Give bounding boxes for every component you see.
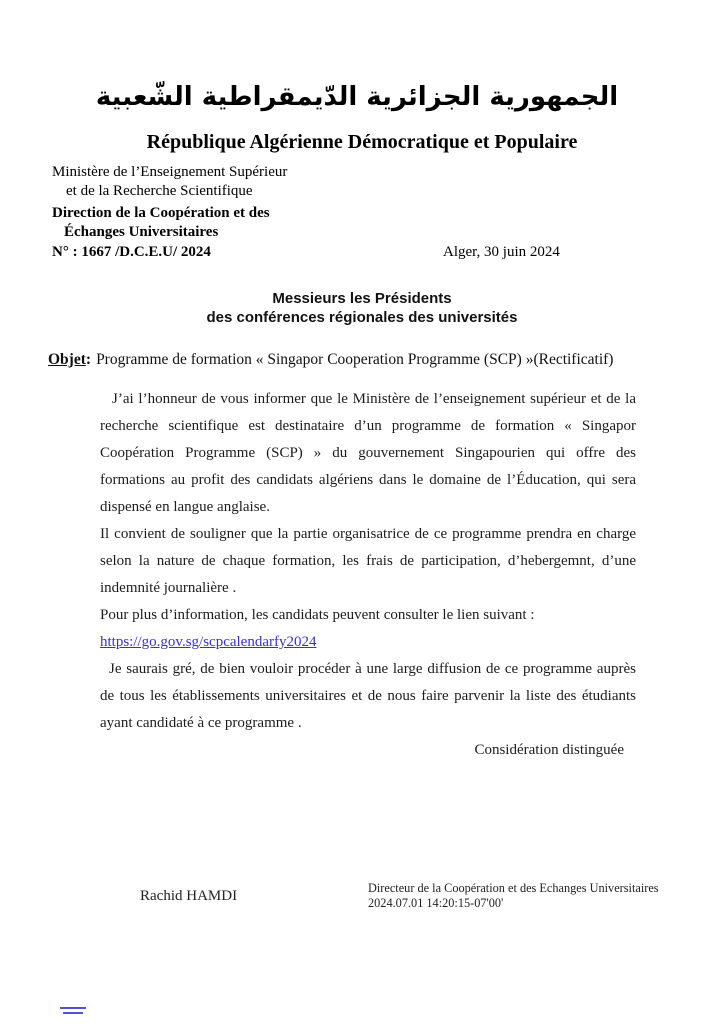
signer-title: Directeur de la Coopération et des Echanges Universitaires [368, 881, 659, 895]
direction-block [52, 204, 270, 242]
addressee-block [0, 289, 724, 327]
subject-line [48, 351, 688, 369]
addressee-line-1: Messieurs les Présidents [272, 290, 452, 307]
republic-title-arabic: الجمهورية الجزائرية الدّيمقراطية الشّعبية [95, 82, 619, 112]
city-and-date: Alger, 30 juin 2024 [443, 244, 560, 260]
letter-body [100, 386, 636, 764]
reference-number: N° : 1667 /D.C.E.U/ 2024 [52, 244, 211, 260]
direction-line-1: Direction de la Coopération et des [52, 205, 270, 221]
republic-title-french: République Algérienne Démocratique et Populaire [146, 131, 578, 153]
subject-text: Programme de formation « Singapor Cooperation Programme (SCP) »(Rectificatif) [96, 351, 614, 368]
signature-timestamp: 2024.07.01 14:20:15-07'00' [368, 896, 504, 910]
ministry-line-1: Ministère de l’Enseignement Supérieur [52, 164, 288, 180]
body-paragraph-4: Je saurais gré, de bien vouloir procéder à une large diffusion de ce programme auprès de tous les établissements universitaires et de nous faire parvenir la liste des étudiants ayant candidaté à ce programme . [100, 661, 636, 731]
reference-row [52, 244, 672, 261]
digital-signature-block [368, 881, 668, 911]
addressee-line-2: des conférences régionales des universités [206, 309, 518, 326]
body-paragraph-1: J’ai l’honneur de vous informer que le Ministère de l’enseignement supérieur et de la recherche scientifique est destinataire d’un programme de formation « Singapor Coopération Programme (SCP) » du gouvernement Singapourien qui offre des formations au profit des candidats algériens dans le domaine de l’Éducation, qui sera dispensé en langue anglaise. [100, 391, 636, 515]
subject-label: Objet [48, 351, 86, 368]
body-paragraph-3: Pour plus d’information, les candidats peuvent consulter le lien suivant : [100, 607, 535, 623]
signer-name: Rachid HAMDI [140, 888, 238, 904]
direction-line-2: Échanges Universitaires [64, 224, 219, 240]
ministry-block [52, 163, 287, 201]
subject-colon: : [85, 351, 92, 368]
bottom-page-artifact [60, 1006, 86, 1015]
closing-formula: Considération distinguée [474, 742, 624, 758]
body-paragraph-2: Il convient de souligner que la partie organisatrice de ce programme prendra en charge selon la nature de chaque formation, les frais de participation, d’hebergemnt, d’une indemnité journalière . [100, 526, 636, 596]
ministry-line-2: et de la Recherche Scientifique [66, 183, 253, 199]
scp-calendar-link[interactable]: https://go.gov.sg/scpcalendarfy2024 [100, 634, 317, 650]
